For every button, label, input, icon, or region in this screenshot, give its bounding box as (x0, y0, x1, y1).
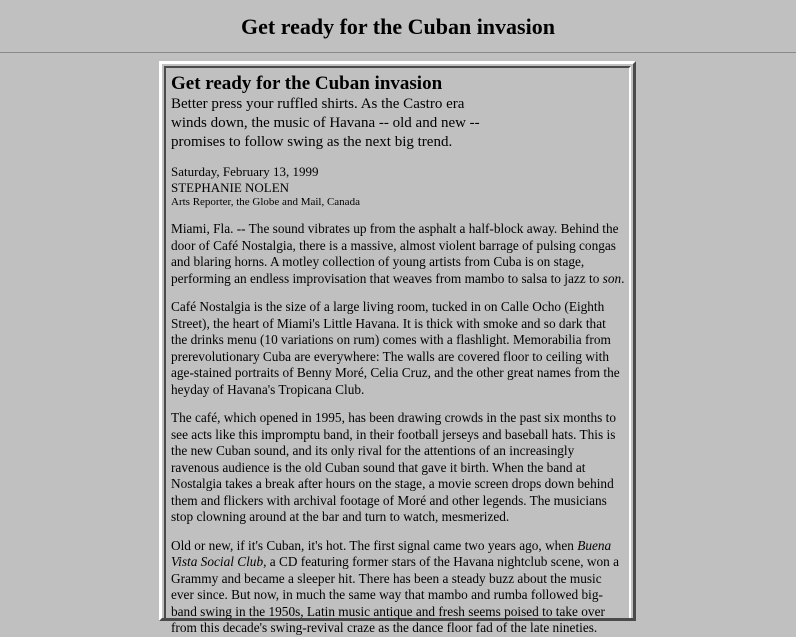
article-affiliation: Arts Reporter, the Globe and Mail, Canada (171, 196, 360, 208)
article-author: STEPHANIE NOLEN (171, 180, 290, 195)
article-headline: Get ready for the Cuban invasion (171, 73, 443, 94)
paragraph-emphasis: son (602, 270, 622, 286)
article-paragraph (171, 221, 625, 287)
paragraph-emphasis: Buena Vista Social Club, (171, 537, 612, 569)
paragraph-text: Miami, Fla. -- The sound vibrates up from the asphalt a half-block away. Behind the door of Café Nostalgia, there is a massive, almost violent barrage of pulsing congas and blaring horns. A motley collection of young artists from Cuba is on stage, performing an endless improvisation that weaves from mambo to salsa to jazz to (171, 221, 619, 286)
paragraph-text: Café Nostalgia is the size of a large living room, tucked in on Calle Ocho (Eighth Street), the heart of Miami's Little Havana. It is thick with smoke and so dark that the drinks menu (10 variations on rum) comes with a flashlight. Memorabilia from prerevolutionary Cuba are everywhere: The walls are covered floor to ceiling with age-stained portraits of Benny Moré, Celia Cruz, and the other great names from the heyday of Havana's Tropicana Club. (171, 299, 620, 397)
article-paragraph (171, 538, 625, 637)
article-deck: Better press your ruffled shirts. As the Castro era winds down, the music of Havana -- old and new -- promises to follow swing as the next big trend. (171, 96, 480, 150)
paragraph-text: . (621, 270, 625, 286)
paragraph-text: a CD featuring former stars of the Havana nightclub scene, won a Grammy and became a sleeper hit. There has been a steady buzz about the music ever since. But now, in much the same way that mambo and rumba followed big-band swing in the 1950s, Latin music antique and fresh seems poised to take over from this decade's swing-revival craze as the dance floor fad of the late nineties. (171, 554, 620, 635)
article-body (164, 66, 631, 635)
article-paragraph (171, 410, 625, 526)
page-title: Get ready for the Cuban invasion (241, 14, 555, 39)
article-paragraph (171, 299, 625, 398)
paragraph-text: The café, which opened in 1995, has been drawing crowds in the past six months to see acts like this impromptu band, in their football jerseys and baseball hats. This is the new Cuban sound, and its only rival for the attentions of an increasingly ravenous audience is the old Cuban sound that gave it birth. When the band at Nostalgia takes a break after hours on the stage, a movie screen drops down behind them and flickers with archival footage of Moré and other legends. The musicians stop clowning around at the bar and turn to watch, mesmerized. (171, 410, 616, 524)
article-date: Saturday, February 13, 1999 (171, 164, 319, 179)
article-frame (159, 61, 636, 635)
page-header (0, 0, 796, 53)
paragraph-text: Old or new, if it's Cuban, it's hot. The first signal came two years ago, when (171, 537, 578, 553)
